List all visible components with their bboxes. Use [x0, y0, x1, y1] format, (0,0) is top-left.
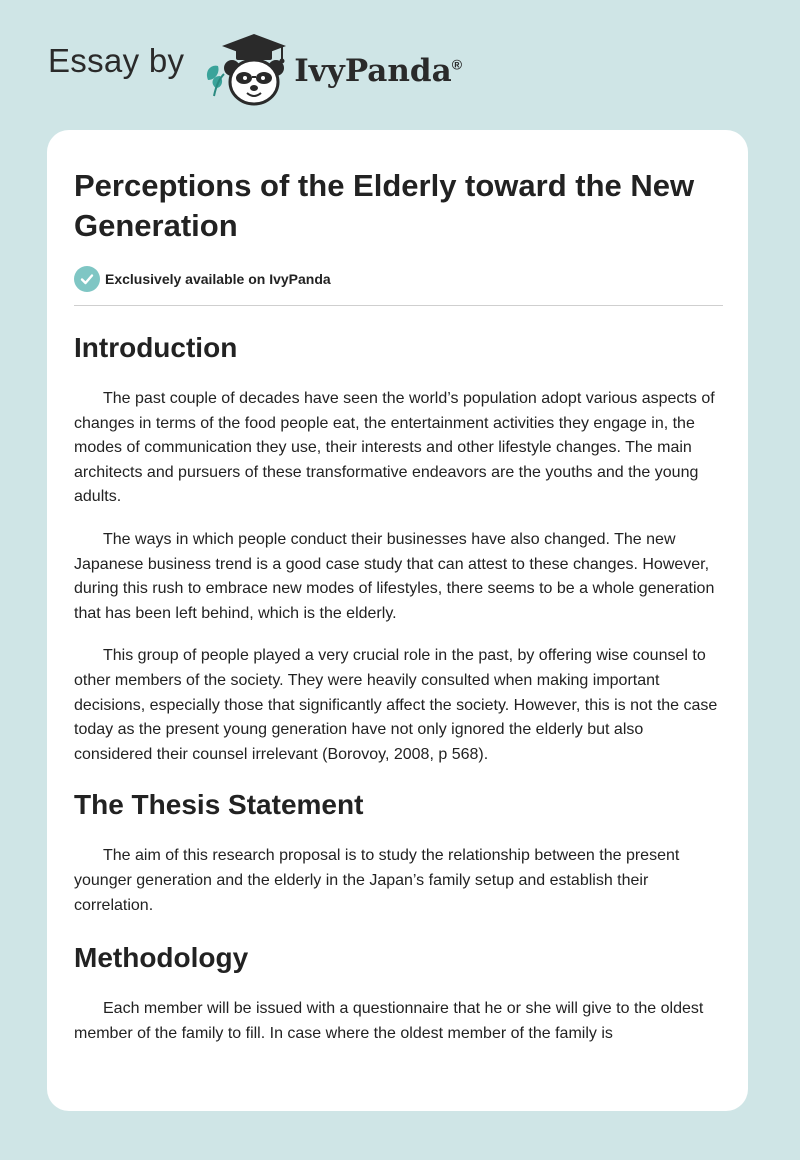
panda-logo-icon [202, 30, 290, 110]
exclusive-badge [74, 266, 722, 292]
section-thesis-statement [74, 787, 722, 918]
section-methodology [74, 940, 722, 1046]
title-divider [74, 305, 723, 306]
paragraph: The ways in which people conduct their businesses have also changed. The new Japanese business trend is a good case study that can attest to these changes. However, during this rush to embrace new modes of lifestyles, there seems to be a whole generation that has been left behind, which is the elderly. [74, 530, 715, 622]
paragraph: Each member will be issued with a questionnaire that he or she will give to the oldest member of the family to fill. In case where the oldest member of the family is [74, 1000, 704, 1042]
brand-header [48, 30, 462, 110]
essay-card [47, 130, 748, 1111]
check-icon [74, 266, 100, 292]
brand-name: IvyPanda® [294, 53, 463, 89]
paragraph: The past couple of decades have seen the world’s population adopt various aspects of changes in terms of the food people eat, the entertainment activities they engage in, the modes of communication they use, their interests and other lifestyle changes. The main architects and pursuers of these transformative endeavors are the youths and the young adults. [74, 390, 715, 506]
exclusive-label: Exclusively available on IvyPanda [105, 271, 331, 287]
section-heading: The Thesis Statement [74, 789, 364, 821]
page-title: Perceptions of the Elderly toward the New Generation [74, 168, 695, 243]
paragraph: This group of people played a very crucial role in the past, by offering wise counsel to other members of the society. They were heavily consulted when making important decisions, especially those that significantly affect the society. However, this is not the case today as the present young generation have not only ignored the elderly but also considered their counsel irrelevant (Borovoy, 2008, p 568). [74, 647, 718, 763]
section-introduction [74, 330, 722, 767]
essay-by-label: Essay by [48, 42, 185, 79]
paragraph: The aim of this research proposal is to study the relationship between the present younger generation and the elderly in the Japan’s family setup and establish their correlation. [74, 847, 680, 914]
section-heading: Introduction [74, 332, 238, 363]
section-heading: Methodology [74, 942, 249, 974]
